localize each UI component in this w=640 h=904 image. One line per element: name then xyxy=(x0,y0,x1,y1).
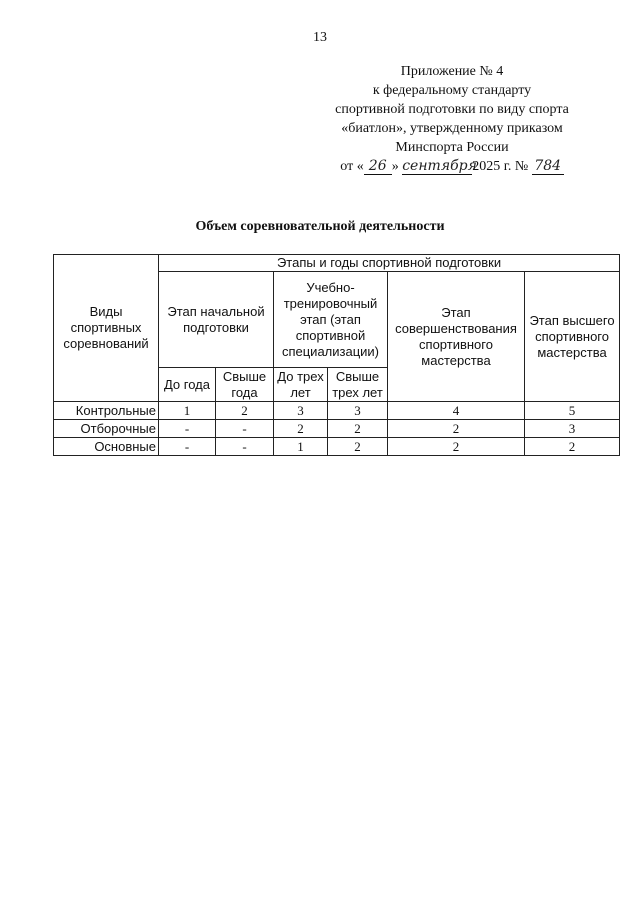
annex-line-1: Приложение № 4 xyxy=(400,64,504,79)
date-mid: » xyxy=(391,159,399,174)
table-cell: - xyxy=(159,438,216,456)
table-cell: 2 xyxy=(328,438,388,456)
page-number: 13 xyxy=(313,30,327,45)
date-prefix: от « xyxy=(340,159,364,174)
competition-table xyxy=(53,254,620,456)
header-stage-higher: Этап высшего спортивного мастерства xyxy=(525,272,620,402)
document-title: Объем соревновательной деятельности xyxy=(195,219,445,234)
annex-line-3: спортивной подготовки по виду спорта xyxy=(335,102,569,117)
table-cell: 2 xyxy=(274,420,328,438)
header-over-three: Свыше трех лет xyxy=(328,368,388,402)
row-label: Основные xyxy=(54,438,159,456)
header-stage-initial: Этап начальной подготовки xyxy=(159,272,274,368)
header-up-to-year: До года xyxy=(159,368,216,402)
header-kinds: Виды спортивных соревнований xyxy=(54,255,159,402)
table-cell: 1 xyxy=(159,402,216,420)
table-row xyxy=(54,438,620,456)
header-group: Этапы и годы спортивной подготовки xyxy=(159,255,620,272)
header-stage-improvement: Этап совершенствования спортивного мастерства xyxy=(388,272,525,402)
annex-line-4: «биатлон», утвержденному приказом xyxy=(341,121,563,136)
annex-date-line xyxy=(302,157,602,176)
header-up-to-three: До трех лет xyxy=(274,368,328,402)
annex-line-5: Минспорта России xyxy=(395,140,509,155)
annex-line-2: к федеральному стандарту xyxy=(372,83,532,98)
date-day: 26 xyxy=(364,159,392,175)
date-year: 2025 г. № xyxy=(472,159,529,174)
annex-header xyxy=(302,62,602,176)
order-number: 784 xyxy=(532,159,564,175)
table-cell: 1 xyxy=(274,438,328,456)
table-cell: 3 xyxy=(328,402,388,420)
table-cell: 2 xyxy=(388,438,525,456)
header-stage-training: Учебно-тренировочный этап (этап спортивной специализации) xyxy=(274,272,388,368)
table-cell: 2 xyxy=(525,438,620,456)
row-label: Контрольные xyxy=(54,402,159,420)
table-row xyxy=(54,402,620,420)
table-cell: 2 xyxy=(216,402,274,420)
date-month: сентября xyxy=(402,158,477,174)
header-over-year: Свыше года xyxy=(216,368,274,402)
table-cell: 2 xyxy=(388,420,525,438)
table-cell: - xyxy=(159,420,216,438)
table-cell: 4 xyxy=(388,402,525,420)
table-row xyxy=(54,420,620,438)
table-cell: 5 xyxy=(525,402,620,420)
table-cell: 2 xyxy=(328,420,388,438)
table-cell: - xyxy=(216,438,274,456)
table-cell: - xyxy=(216,420,274,438)
table-cell: 3 xyxy=(525,420,620,438)
table-cell: 3 xyxy=(274,402,328,420)
row-label: Отборочные xyxy=(54,420,159,438)
